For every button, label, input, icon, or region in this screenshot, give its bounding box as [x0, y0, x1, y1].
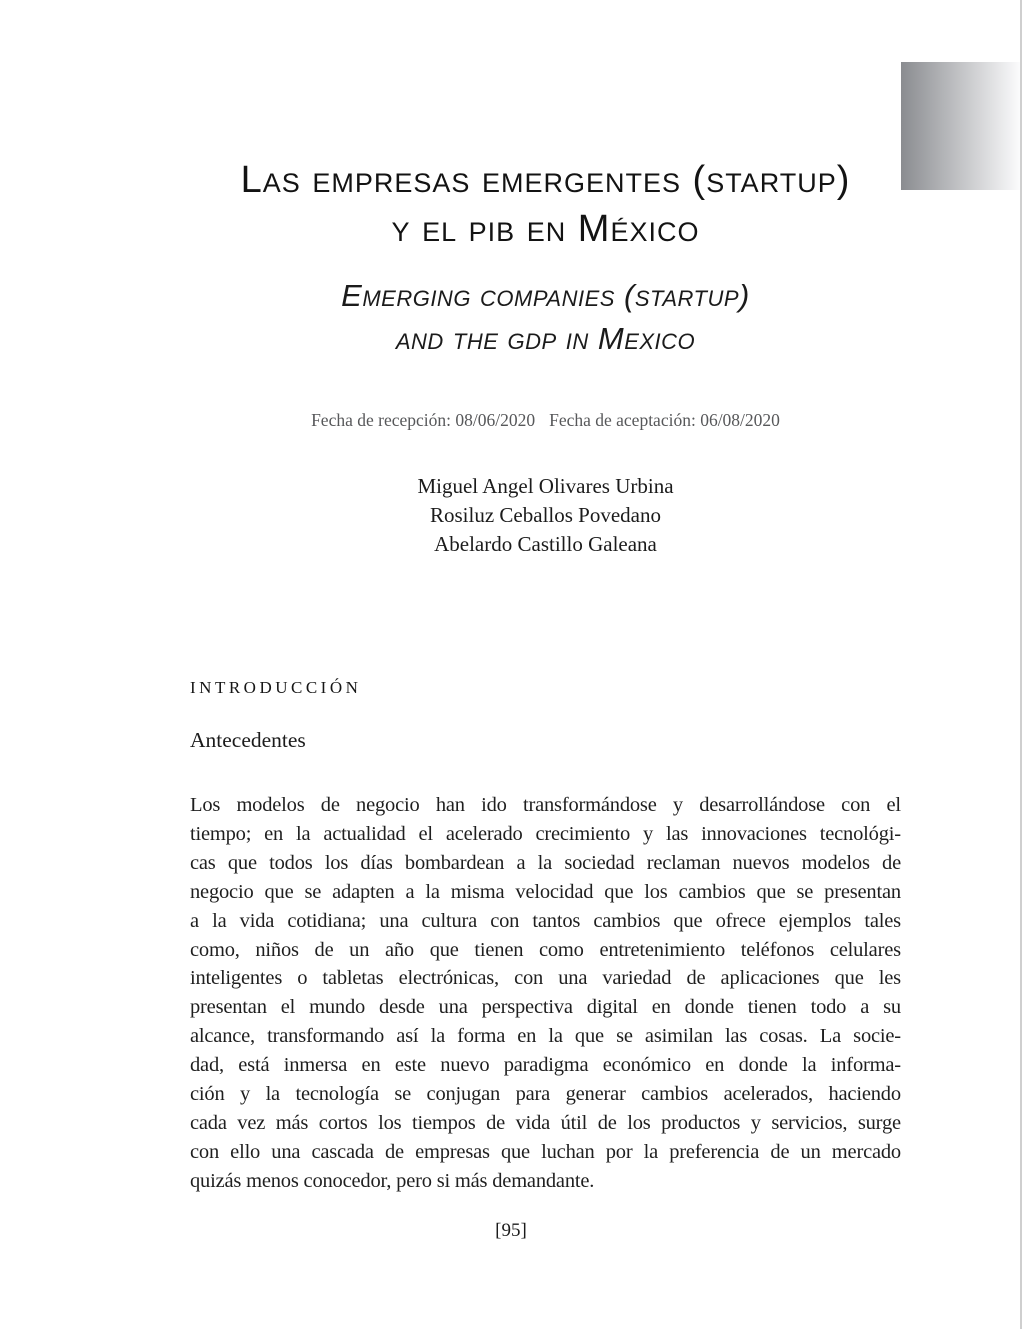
page-number: [95] [495, 1220, 527, 1241]
acceptance-date: Fecha de aceptación: 06/08/2020 [549, 410, 780, 430]
paragraph-line: tiempo; en la actualidad el acelerado crecimiento y las innovaciones tecnológi- [190, 822, 901, 845]
authors-block [190, 472, 901, 559]
section-heading-introduccion: INTRODUCCIÓN [190, 678, 362, 697]
paragraph-line: quizás menos conocedor, pero si más demandante. [190, 1169, 595, 1192]
paragraph-line: inteligentes o tabletas electrónicas, con una variedad de aplicaciones que les [190, 967, 901, 990]
article-title-english [190, 274, 901, 360]
paragraph-line: cas que todos los días bombardean a la sociedad reclaman nuevos modelos de [190, 851, 901, 874]
author-name: Abelardo Castillo Galeana [434, 532, 657, 556]
subtitle-line-2: and the gdp in Mexico [395, 321, 696, 356]
subtitle-line-1: Emerging companies (startup) [341, 278, 750, 313]
paragraph-line: cada vez más cortos los tiempos de vida útil de los productos y servicios, surge [190, 1111, 901, 1134]
dates-line [190, 408, 901, 432]
title-line-1: Las empresas emergentes (startup) [240, 159, 851, 201]
paragraph-line: negocio que se adapten a la misma velocidad que los cambios que se presentan [190, 880, 901, 903]
author-name: Rosiluz Ceballos Povedano [430, 503, 661, 527]
paragraph-line: presentan el mundo desde una perspectiva digital en donde tienen todo a su [190, 996, 901, 1019]
paragraph-line: a la vida cotidiana; una cultura con tantos cambios que ofrece ejemplos tales [190, 909, 901, 932]
paragraph-line: ción y la tecnología se conjugan para generar cambios acelerados, haciendo [190, 1083, 901, 1106]
paragraph-line: dad, está inmersa en este nuevo paradigma económico en donde la informa- [190, 1054, 901, 1077]
paragraph-line: alcance, transformando así la forma en la que se asimilan las cosas. La socie- [190, 1025, 901, 1048]
paragraph-line: con ello una cascada de empresas que luchan por la preferencia de un mercado [190, 1140, 901, 1163]
article-title-spanish [190, 156, 901, 254]
paragraph-line: como, niños de un año que tienen como entretenimiento teléfonos celulares [190, 938, 901, 961]
corner-gradient-decoration [901, 62, 1022, 190]
paragraph-line: Los modelos de negocio han ido transformándose y desarrollándose con el [190, 794, 901, 816]
reception-date: Fecha de recepción: 08/06/2020 [311, 410, 536, 430]
title-line-2: y el pib en México [391, 208, 700, 250]
intro-paragraph [190, 791, 901, 1196]
author-name: Miguel Angel Olivares Urbina [417, 474, 674, 498]
subsection-heading-antecedentes: Antecedentes [190, 728, 306, 752]
